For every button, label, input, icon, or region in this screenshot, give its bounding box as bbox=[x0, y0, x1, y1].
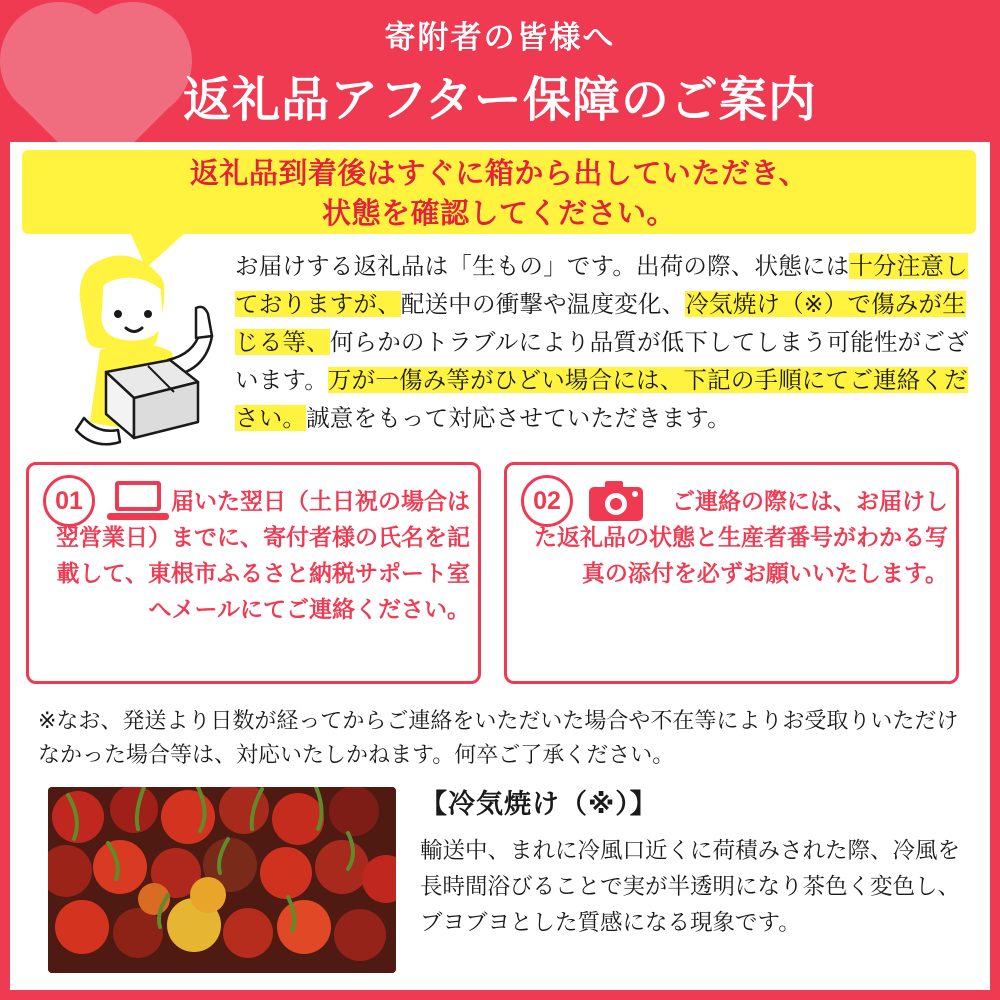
steps-container bbox=[26, 462, 976, 692]
balloon-line-1: 返礼品到着後はすぐに箱から出していただき、 bbox=[189, 158, 809, 190]
intro-highlight-1: 十分注意しておりますが、 bbox=[235, 253, 968, 317]
header-subtitle: 寄附者の皆様へ bbox=[384, 20, 616, 55]
step-box-01 bbox=[26, 462, 481, 684]
step-02-body: ご連絡の際には、お届けした返礼品の状態と生産者番号がわかる写真の添付を必ずお願いいたします。 bbox=[534, 488, 948, 586]
cold-burn-body: 輸送中、まれに冷風口近くに荷積みされた際、冷風を長時間浴びることで実が半透明になり茶色く変色し、ブヨブヨとした質感になる現象です。 bbox=[420, 838, 961, 935]
callout-balloon bbox=[22, 150, 976, 234]
intro-seg-3: 何らかのトラブルにより品質が低下してしまう可能性がございます。 bbox=[235, 329, 969, 393]
intro-paragraph bbox=[235, 247, 970, 437]
balloon-line-2: 状態を確認してください。 bbox=[321, 198, 676, 230]
step-text-01 bbox=[29, 465, 484, 627]
header-title: 返礼品アフター保障のご案内 bbox=[183, 74, 817, 127]
intro-seg-1: お届けする返礼品は「生もの」です。出荷の際、状態には bbox=[235, 253, 850, 279]
header-banner bbox=[0, 0, 1000, 142]
step-01-body: 届いた翌日（土日祝の場合は翌営業日）までに、寄付者様の氏名を記載して、東根市ふるさと納税サポート室へメールにてご連絡ください。 bbox=[56, 488, 470, 622]
disclaimer-note: ※なお、発送より日数が経ってからご連絡をいただいた場合や不在等によりお受取りいただけなかった場合等は、対応いたしかねます。何卒ご了承ください。 bbox=[38, 708, 959, 767]
intro-highlight-2: 冷気焼け（※）で傷みが生じる等、 bbox=[235, 291, 966, 355]
intro-highlight-3: 万が一傷み等がひどい場合には、下記の手順にてご連絡ください。 bbox=[235, 367, 968, 431]
intro-seg-4: 誠意をもって対応させていただきます。 bbox=[306, 405, 731, 431]
intro-seg-2: 配送中の衝撃や温度変化、 bbox=[400, 291, 686, 317]
cherries-photo bbox=[48, 787, 396, 973]
content-card bbox=[10, 142, 990, 990]
woman-with-box-illustration bbox=[48, 242, 238, 457]
step-text-02 bbox=[507, 465, 962, 591]
cold-burn-explanation bbox=[420, 782, 980, 941]
step-box-02 bbox=[504, 462, 959, 684]
header-text-block bbox=[0, 0, 1000, 130]
step-number-badge: 02 bbox=[521, 475, 573, 527]
step-number-badge: 01 bbox=[43, 475, 95, 527]
cold-burn-title: 【冷気焼け（※）】 bbox=[420, 789, 658, 819]
callout-balloon-text bbox=[22, 150, 976, 234]
